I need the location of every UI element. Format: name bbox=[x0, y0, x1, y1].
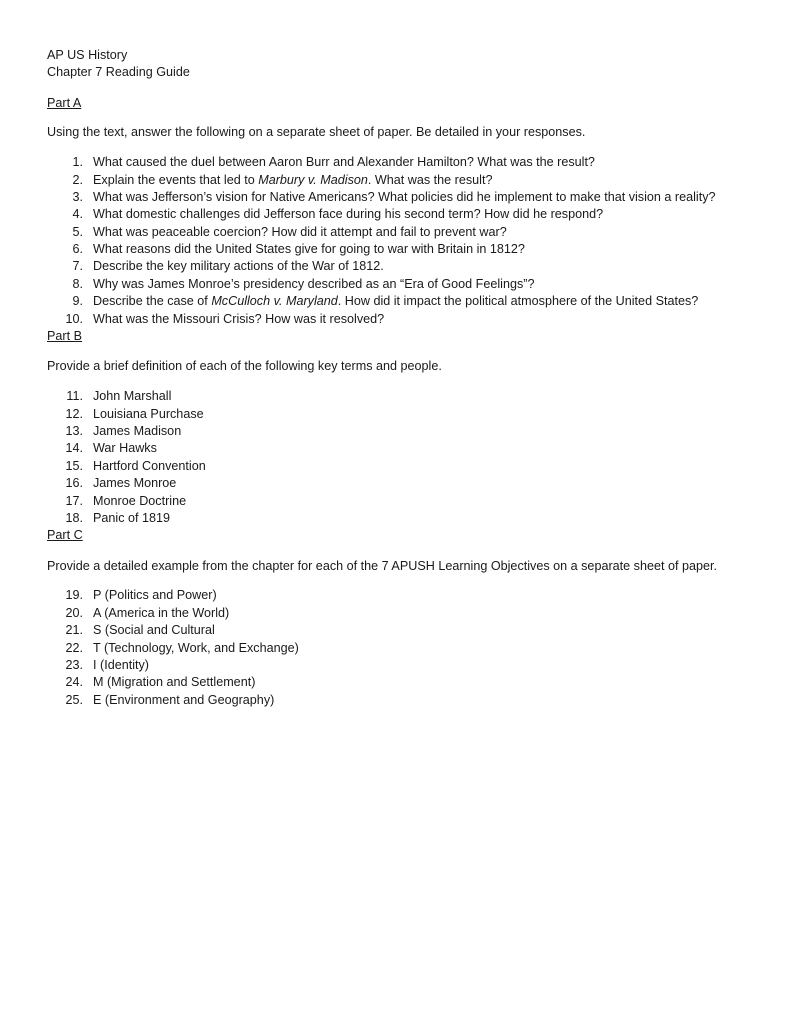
objective-text: E (Environment and Geography) bbox=[93, 693, 275, 707]
part-c-heading: Part C bbox=[47, 528, 83, 542]
term-number: 15. bbox=[65, 459, 83, 473]
objective-number: 21. bbox=[65, 623, 83, 637]
question-text: What was Jefferson’s vision for Native Americans? What policies did he implement to make that vision a reality? bbox=[93, 190, 716, 204]
term-number: 11. bbox=[66, 389, 83, 403]
question-number: 8. bbox=[72, 277, 83, 291]
term-text: War Hawks bbox=[93, 441, 157, 455]
question-number: 1. bbox=[72, 155, 83, 169]
question-text-pre: Explain the events that led to bbox=[93, 173, 259, 187]
question-number: 6. bbox=[72, 242, 83, 256]
objective-number: 23. bbox=[65, 658, 83, 672]
term-text: Louisiana Purchase bbox=[93, 407, 204, 421]
part-c-instructions: Provide a detailed example from the chapter for each of the 7 APUSH Learning Objectives on a separate sheet of paper. bbox=[47, 559, 717, 573]
question-number: 5. bbox=[72, 225, 83, 239]
question-number: 9. bbox=[72, 294, 83, 308]
case-name: Marbury v. Madison bbox=[258, 173, 368, 187]
term-text: Panic of 1819 bbox=[93, 511, 171, 525]
objective-text: T (Technology, Work, and Exchange) bbox=[93, 641, 299, 655]
question-text-post: . How did it impact the political atmosphere of the United States? bbox=[337, 294, 699, 308]
question-number: 10. bbox=[65, 312, 83, 326]
question-number: 7. bbox=[72, 259, 83, 273]
objective-text: A (America in the World) bbox=[93, 606, 230, 620]
objective-text: S (Social and Cultural bbox=[93, 623, 215, 637]
guide-title: Chapter 7 Reading Guide bbox=[47, 65, 190, 79]
term-number: 14. bbox=[65, 441, 83, 455]
term-text: Hartford Convention bbox=[93, 459, 206, 473]
question-text-post: . What was the result? bbox=[367, 173, 493, 187]
question-text bbox=[93, 172, 492, 189]
part-a-instructions: Using the text, answer the following on a separate sheet of paper. Be detailed in your responses. bbox=[47, 125, 586, 139]
question-text: What caused the duel between Aaron Burr and Alexander Hamilton? What was the result? bbox=[93, 155, 595, 169]
term-text: John Marshall bbox=[93, 389, 172, 403]
case-name: McCulloch v. Maryland bbox=[211, 294, 338, 308]
objective-number: 22. bbox=[65, 641, 83, 655]
term-number: 18. bbox=[65, 511, 83, 525]
question-text: Why was James Monroe’s presidency described as an “Era of Good Feelings”? bbox=[93, 277, 535, 291]
objective-number: 19. bbox=[65, 588, 83, 602]
question-text bbox=[93, 293, 698, 310]
objective-text: I (Identity) bbox=[93, 658, 149, 672]
part-b-heading: Part B bbox=[47, 329, 82, 343]
objective-number: 20. bbox=[65, 606, 83, 620]
question-text: What domestic challenges did Jefferson face during his second term? How did he respond? bbox=[93, 207, 604, 221]
question-text: What reasons did the United States give for going to war with Britain in 1812? bbox=[93, 242, 525, 256]
course-title: AP US History bbox=[47, 48, 128, 62]
term-number: 16. bbox=[65, 476, 83, 490]
objective-text: M (Migration and Settlement) bbox=[93, 675, 256, 689]
term-number: 12. bbox=[65, 407, 83, 421]
term-text: James Madison bbox=[93, 424, 182, 438]
part-b-instructions: Provide a brief definition of each of the following key terms and people. bbox=[47, 359, 442, 373]
term-number: 17. bbox=[65, 494, 83, 508]
question-text: What was the Missouri Crisis? How was it resolved? bbox=[93, 312, 385, 326]
question-number: 4. bbox=[72, 207, 83, 221]
objective-text: P (Politics and Power) bbox=[93, 588, 217, 602]
part-a-heading: Part A bbox=[47, 96, 82, 110]
question-number: 2. bbox=[72, 173, 83, 187]
objective-number: 24. bbox=[65, 675, 83, 689]
term-number: 13. bbox=[65, 424, 83, 438]
term-text: James Monroe bbox=[93, 476, 177, 490]
objective-number: 25. bbox=[65, 693, 83, 707]
term-text: Monroe Doctrine bbox=[93, 494, 187, 508]
question-number: 3. bbox=[72, 190, 83, 204]
question-text-pre: Describe the case of bbox=[93, 294, 212, 308]
question-text: Describe the key military actions of the War of 1812. bbox=[93, 259, 384, 273]
question-text: What was peaceable coercion? How did it attempt and fail to prevent war? bbox=[93, 225, 507, 239]
